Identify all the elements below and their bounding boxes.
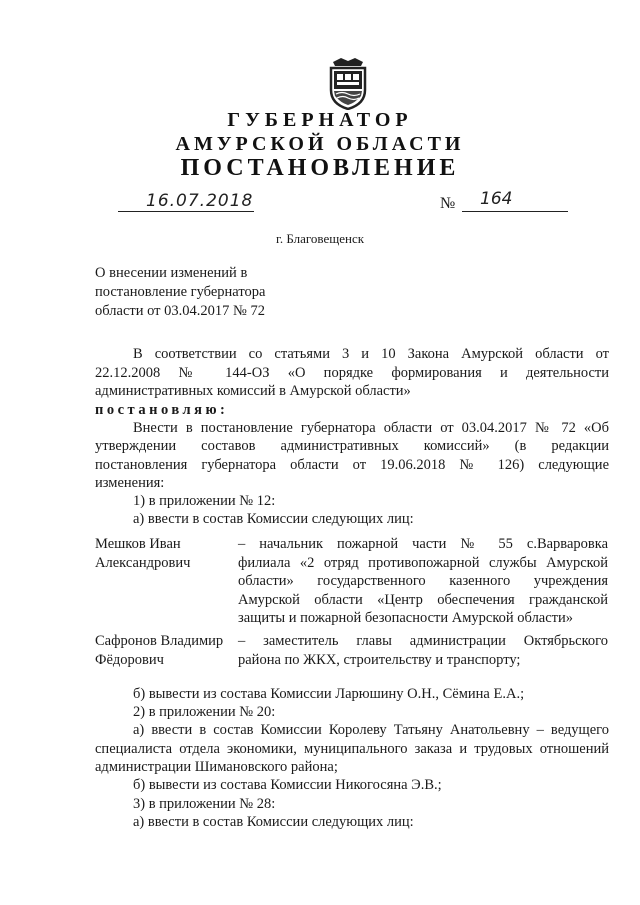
member-name [95,535,190,572]
item-2b: б) вывести из состава Комиссии Никогосяна Э.В.; [133,777,442,793]
item-3: 3) в приложении № 28: [133,796,276,812]
preamble-line: 22.12.2008 № 144-ОЗ «О порядке формирования и деятельности [95,365,609,381]
item-1b: б) вывести из состава Комиссии Ларюшину О.Н., Сёмина Е.А.; [133,686,525,702]
description-line: – заместитель главы администрации Октябрьского [238,633,608,649]
intro-line: Внести в постановление губернатора области от 03.04.2017 № 72 «Об [133,420,609,436]
document-number: 164 [480,189,513,209]
header-title-line2: АМУРСКОЙ ОБЛАСТИ [175,133,465,155]
item-1: 1) в приложении № 12: [133,493,276,509]
member-surname-line: Сафронов Владимир [95,633,224,649]
intro-line: утверждении составов административных комиссий» (в редакции [95,438,609,454]
preamble-line: В соответствии со статьями 3 и 10 Закона Амурской области от [133,346,609,362]
item-2: 2) в приложении № 20: [133,704,276,720]
member-name [95,632,223,669]
coat-of-arms-icon [323,56,373,110]
item-2a-line: а) ввести в состав Комиссии Королеву Татьяну Анатольевну – ведущего [133,722,609,738]
member-patronymic-line: Фёдорович [95,651,164,668]
document-date: 16.07.2018 [146,191,254,211]
intro-line: изменения: [95,475,165,491]
decree-word: постановляю: [95,402,229,418]
subject-block [95,264,265,321]
member-description [238,632,608,669]
subject-line: области от 03.04.2017 № 72 [95,303,265,319]
subject-line: О внесении изменений в [95,265,248,281]
item-2a-line: специалиста отдела экономики, муниципального заказа и трудовых отношений [95,741,609,757]
member-description [238,535,608,628]
date-underline [118,210,254,212]
member-patronymic-line: Александрович [95,554,191,571]
header-title-line1: ГУБЕРНАТОР [227,109,413,131]
description-line: филиала «2 отряд противопожарной службы Амурской [238,554,608,571]
description-line: Амурской области «Центр обеспечения гражданской [238,591,608,608]
description-line: района по ЖКХ, строительству и транспорту; [238,651,521,668]
preamble-line: административных комиссий в Амурской области» [95,383,411,399]
number-label: № [440,195,456,212]
intro-line: постановления губернатора области от 19.06.2018 № 126) следующие [95,457,609,473]
item-2a-line: администрации Шимановского района; [95,759,338,775]
number-underline [462,210,568,212]
description-line: области» государственного казенного учреждения [238,573,608,589]
city: г. Благовещенск [275,231,365,246]
item-1a: а) ввести в состав Комиссии следующих лиц: [133,511,414,527]
document-type: ПОСТАНОВЛЕНИЕ [180,155,460,181]
description-line: – начальник пожарной части № 55 с.Варваровка [238,536,608,552]
subject-line: постановление губернатора [95,284,266,300]
member-surname-line: Мешков Иван [95,536,181,552]
description-line: защиты и пожарной безопасности Амурской области» [238,610,574,626]
item-3a: а) ввести в состав Комиссии следующих лиц: [133,814,414,830]
